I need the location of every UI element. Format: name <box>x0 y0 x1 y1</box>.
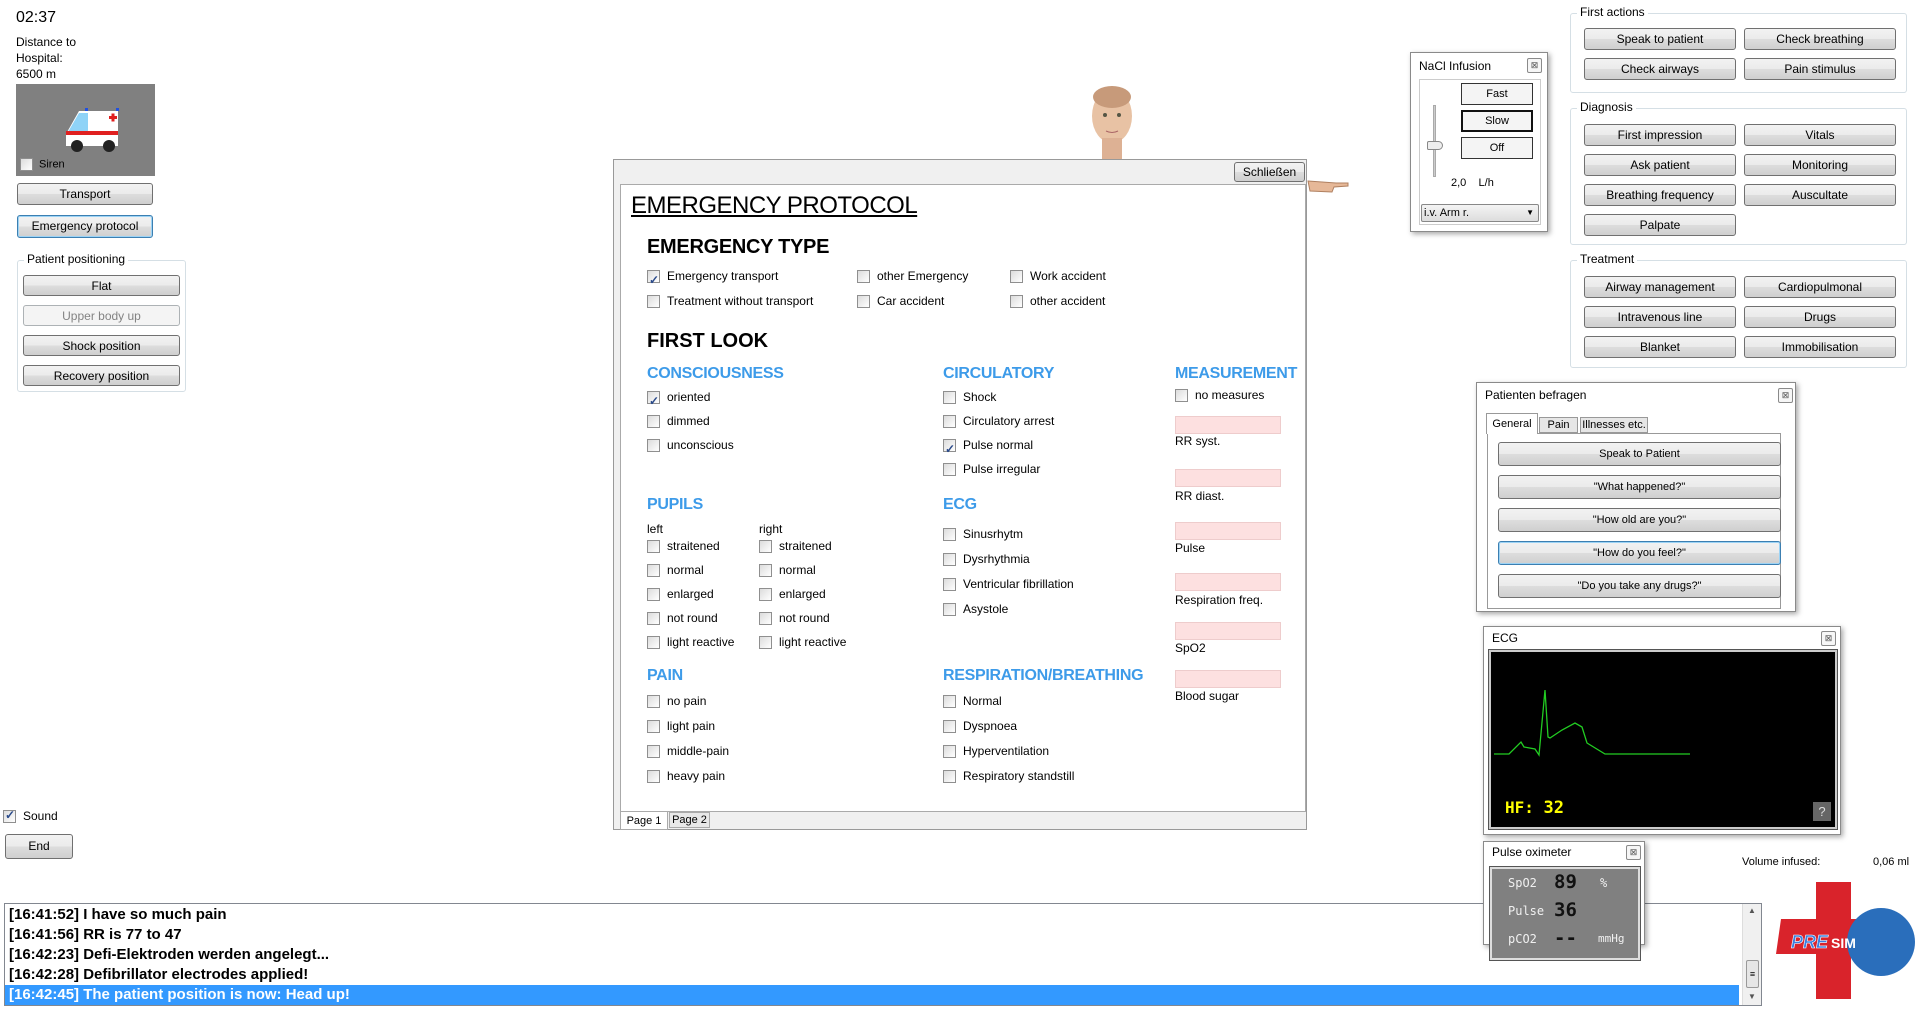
checkbox-box[interactable] <box>943 391 956 404</box>
rr-diast-input[interactable] <box>1175 469 1281 487</box>
checkbox-box[interactable] <box>943 528 956 541</box>
checkbox-box[interactable] <box>647 695 660 708</box>
checkbox-box[interactable] <box>647 270 660 283</box>
pupil-left-label: straitened <box>667 539 720 553</box>
consciousness-checkbox[interactable] <box>647 409 734 433</box>
checkbox-box[interactable] <box>647 439 660 452</box>
slow-button[interactable]: Slow <box>1461 110 1533 132</box>
checkbox-box[interactable] <box>1010 270 1023 283</box>
tab-pain[interactable]: Pain <box>1539 417 1578 433</box>
pain-label: no pain <box>667 694 707 708</box>
pulse-label: Pulse <box>1175 541 1206 555</box>
pain-title: PAIN <box>647 667 683 684</box>
checkbox-box[interactable] <box>647 295 660 308</box>
checkbox-box[interactable] <box>943 553 956 566</box>
end-button[interactable]: End <box>5 834 73 859</box>
checkbox-box[interactable] <box>943 695 956 708</box>
ecg-label: Dysrhythmia <box>963 552 1030 566</box>
recovery-position-button[interactable]: Recovery position <box>23 365 180 386</box>
presim-logo <box>1776 882 1918 999</box>
pupils-right-label: right <box>759 522 783 536</box>
protocol-title: EMERGENCY PROTOCOL <box>631 192 918 219</box>
checkbox-box[interactable] <box>943 463 956 476</box>
hf-label: HF: <box>1505 798 1534 817</box>
checkbox-box[interactable] <box>647 415 660 428</box>
log-entry[interactable]: [16:42:28] Defibrillator electrodes applied! <box>9 966 309 983</box>
how-do-you-feel-button[interactable]: "How do you feel?" <box>1498 541 1781 565</box>
first-look-title: FIRST LOOK <box>647 330 769 352</box>
pupils-left-label: left <box>647 522 664 536</box>
scroll-down-icon[interactable]: ▼ <box>1748 992 1756 1001</box>
airway-management-button[interactable]: Airway management <box>1584 276 1736 298</box>
no-measures-checkbox[interactable] <box>1175 383 1264 407</box>
distance-value: 6500 m <box>16 67 57 81</box>
close-icon[interactable]: ⊠ <box>1821 631 1836 646</box>
siren-label: Siren <box>39 158 65 171</box>
checkbox-box[interactable] <box>647 612 660 625</box>
checkbox-box[interactable] <box>647 540 660 553</box>
checkbox-box[interactable] <box>647 636 660 649</box>
rate-value: 2,0 <box>1451 177 1467 189</box>
distance-label: Distance to <box>16 35 77 49</box>
pupil-right-label: light reactive <box>779 635 847 649</box>
consciousness-label: oriented <box>667 390 711 404</box>
elapsed-time: 02:37 <box>16 9 57 26</box>
drugs-question-button[interactable]: "Do you take any drugs?" <box>1498 574 1781 598</box>
how-old-button[interactable]: "How old are you?" <box>1498 508 1781 532</box>
nacl-infusion-window <box>1410 52 1548 232</box>
transport-button[interactable]: Transport <box>17 183 153 205</box>
close-icon[interactable]: ⊠ <box>1527 58 1542 73</box>
emergency-type-label: Treatment without transport <box>667 294 814 308</box>
emergency-type-checkbox[interactable] <box>857 289 968 314</box>
vitals-button[interactable]: Vitals <box>1744 124 1896 146</box>
tab-general[interactable]: General <box>1486 413 1538 434</box>
oximeter-display <box>1490 867 1640 960</box>
emergency-type-label: Work accident <box>1030 269 1106 283</box>
nacl-title: NaCl Infusion <box>1419 59 1492 73</box>
spo2-value: 89 <box>1554 871 1577 893</box>
spo2-input[interactable] <box>1175 622 1281 640</box>
respiration-freq-label: Respiration freq. <box>1175 593 1264 607</box>
rr-diast-label: RR diast. <box>1175 489 1225 503</box>
palpate-button[interactable]: Palpate <box>1584 214 1736 236</box>
circulatory-title: CIRCULATORY <box>943 365 1055 382</box>
log-scrollbar[interactable] <box>1742 904 1761 1005</box>
spo2-unit: % <box>1600 876 1608 890</box>
rr-syst-label: RR syst. <box>1175 434 1221 448</box>
immobilisation-button[interactable]: Immobilisation <box>1744 336 1896 358</box>
respiration-label: Dyspnoea <box>963 719 1018 733</box>
ask-patient-button[interactable]: Ask patient <box>1584 154 1736 176</box>
consciousness-label: dimmed <box>667 414 710 428</box>
ecg-checkbox[interactable] <box>943 597 1074 622</box>
treatment-group <box>1570 252 1907 368</box>
pupil-right-checkbox[interactable] <box>759 630 846 654</box>
help-button[interactable]: ? <box>1813 802 1831 821</box>
ecg-window-title: ECG <box>1492 631 1519 645</box>
ecg-screen <box>1489 650 1837 829</box>
checkbox-box[interactable] <box>943 745 956 758</box>
pupil-left-checkbox[interactable] <box>647 582 734 606</box>
svg-text:PRE: PRE <box>1791 932 1829 952</box>
pain-checkbox[interactable] <box>647 714 729 739</box>
sound-label: Sound <box>23 809 58 823</box>
pupil-right-checkbox[interactable] <box>759 558 846 582</box>
rr-syst-input[interactable] <box>1175 416 1281 434</box>
circulatory-label: Shock <box>963 390 997 404</box>
close-icon[interactable]: ⊠ <box>1778 388 1793 403</box>
checkbox-box[interactable] <box>759 564 772 577</box>
scroll-up-icon[interactable]: ▲ <box>1748 906 1756 915</box>
emergency-type-label: Car accident <box>877 294 945 308</box>
pupil-left-label: light reactive <box>667 635 735 649</box>
pupil-left-checkbox[interactable] <box>647 630 734 654</box>
pain-label: heavy pain <box>667 769 726 783</box>
pupil-left-checkbox[interactable] <box>647 606 734 630</box>
checkbox-box[interactable] <box>943 770 956 783</box>
ask-patient-window <box>1476 382 1796 612</box>
infusion-site-value: i.v. Arm r. <box>1424 207 1470 219</box>
pain-checkbox[interactable] <box>647 739 729 764</box>
checkbox-box[interactable] <box>943 720 956 733</box>
checkbox-box[interactable] <box>943 415 956 428</box>
respiration-freq-input[interactable] <box>1175 573 1281 591</box>
emergency-type-checkbox[interactable] <box>1010 264 1106 289</box>
heart-rate-readout <box>1505 798 1564 818</box>
emergency-protocol-button[interactable]: Emergency protocol <box>17 215 153 238</box>
distance-label-2: Hospital: <box>16 51 63 65</box>
first-impression-button[interactable]: First impression <box>1584 124 1736 146</box>
rate-unit: L/h <box>1478 177 1494 189</box>
tab-page-1[interactable]: Page 1 <box>620 812 668 830</box>
close-icon[interactable]: ⊠ <box>1626 845 1641 860</box>
drugs-button[interactable]: Drugs <box>1744 306 1896 328</box>
checkbox-box[interactable] <box>759 588 772 601</box>
pulse-input[interactable] <box>1175 522 1281 540</box>
spo2-label: SpO2 <box>1508 876 1537 890</box>
sound-checkbox[interactable] <box>3 809 58 823</box>
checkbox-box[interactable] <box>1010 295 1023 308</box>
blood-sugar-input[interactable] <box>1175 670 1281 688</box>
check-breathing-button[interactable]: Check breathing <box>1744 28 1896 50</box>
checkbox-box[interactable] <box>647 588 660 601</box>
ecg-checkbox[interactable] <box>943 522 1074 547</box>
respiration-label: Normal <box>963 694 1002 708</box>
blood-sugar-label: Blood sugar <box>1175 689 1240 703</box>
tab-page-2[interactable]: Page 2 <box>669 812 710 828</box>
upper-body-up-button[interactable]: Upper body up <box>23 305 180 326</box>
infusion-site-select[interactable] <box>1421 204 1539 222</box>
first-actions-title: First actions <box>1577 5 1648 19</box>
pupil-right-label: not round <box>779 611 830 625</box>
rate-slider-thumb[interactable] <box>1427 141 1443 150</box>
pupil-left-label: not round <box>667 611 718 625</box>
distance-info <box>16 34 76 82</box>
log-entry-selected[interactable]: [16:42:45] The patient position is now: Head up! <box>5 985 1739 1005</box>
ecg-label: Ventricular fibrillation <box>963 577 1074 591</box>
checkbox-box[interactable] <box>647 720 660 733</box>
monitoring-button[interactable]: Monitoring <box>1744 154 1896 176</box>
emergency-protocol-window <box>613 159 1307 830</box>
infusion-rate <box>1451 177 1494 189</box>
checkbox-box[interactable] <box>857 270 870 283</box>
checkbox-box[interactable] <box>759 636 772 649</box>
checkbox-box[interactable] <box>943 439 956 452</box>
oximeter-title: Pulse oximeter <box>1492 845 1572 859</box>
circulatory-label: Pulse irregular <box>963 462 1041 476</box>
circulatory-checkbox[interactable] <box>943 409 1054 433</box>
respiration-label: Hyperventilation <box>963 744 1050 758</box>
log-entry[interactable]: [16:41:52] I have so much pain <box>9 906 227 923</box>
breathing-frequency-button[interactable]: Breathing frequency <box>1584 184 1736 206</box>
circulatory-label: Circulatory arrest <box>963 414 1055 428</box>
ecg-window <box>1483 626 1841 835</box>
checkbox-box[interactable] <box>857 295 870 308</box>
checkbox-box[interactable] <box>759 540 772 553</box>
pain-stimulus-button[interactable]: Pain stimulus <box>1744 58 1896 80</box>
consciousness-title: CONSCIOUSNESS <box>647 365 784 382</box>
ambulance-view <box>16 84 155 176</box>
svg-text:SIM: SIM <box>1831 935 1856 951</box>
pco2-unit: mmHg <box>1598 932 1625 945</box>
tab-illnesses[interactable]: Illnesses etc. <box>1580 417 1648 433</box>
pupil-left-checkbox[interactable] <box>647 534 734 558</box>
ask-patient-title: Patienten befragen <box>1485 388 1587 402</box>
close-protocol-button[interactable]: Schließen <box>1234 162 1305 182</box>
ecg-title: ECG <box>943 496 977 513</box>
checkbox-box[interactable] <box>647 770 660 783</box>
diagnosis-title: Diagnosis <box>1577 100 1636 114</box>
ecg-label: Sinusrhytm <box>963 527 1024 541</box>
checkbox-box[interactable] <box>759 612 772 625</box>
consciousness-label: unconscious <box>667 438 734 452</box>
measurement-title: MEASUREMENT <box>1175 365 1298 382</box>
speak-to-patient-button[interactable]: Speak to Patient <box>1498 442 1781 466</box>
pain-checkbox[interactable] <box>647 764 729 789</box>
spo2-label: SpO2 <box>1175 641 1206 655</box>
volume-infused-label: Volume infused: <box>1742 856 1821 868</box>
circulatory-checkbox[interactable] <box>943 457 1054 481</box>
respiration-checkbox[interactable] <box>943 764 1074 789</box>
hf-value: 32 <box>1543 798 1565 818</box>
pupil-left-label: normal <box>667 563 704 577</box>
pointing-hand-icon <box>1306 175 1350 195</box>
circulatory-checkbox[interactable] <box>943 433 1054 457</box>
pupil-right-checkbox[interactable] <box>759 582 846 606</box>
emergency-type-checkbox[interactable] <box>647 289 813 314</box>
siren-checkbox[interactable] <box>20 158 65 171</box>
circulatory-label: Pulse normal <box>963 438 1034 452</box>
checkbox-box[interactable] <box>647 391 660 404</box>
cardiopulmonal-button[interactable]: Cardiopulmonal <box>1744 276 1896 298</box>
intravenous-line-button[interactable]: Intravenous line <box>1584 306 1736 328</box>
emergency-type-checkbox[interactable] <box>1010 289 1106 314</box>
volume-infused-value: 0,06 ml <box>1873 856 1910 868</box>
consciousness-checkbox[interactable] <box>647 433 734 457</box>
checkbox-box[interactable] <box>647 745 660 758</box>
emergency-type-title: EMERGENCY TYPE <box>647 236 830 258</box>
no-measures-label: no measures <box>1195 388 1265 402</box>
ecg-checkbox[interactable] <box>943 572 1074 597</box>
ecg-label: Asystole <box>963 602 1009 616</box>
check-airways-button[interactable]: Check airways <box>1584 58 1736 80</box>
emergency-type-label: Emergency transport <box>667 269 779 283</box>
respiration-checkbox[interactable] <box>943 714 1074 739</box>
pupils-title: PUPILS <box>647 496 703 513</box>
emergency-type-label: other accident <box>1030 294 1106 308</box>
pupil-left-checkbox[interactable] <box>647 558 734 582</box>
scroll-thumb[interactable]: ≡ <box>1746 960 1759 988</box>
pco2-value: -- <box>1554 927 1577 949</box>
patient-head[interactable] <box>1085 83 1140 159</box>
flat-button[interactable]: Flat <box>23 275 180 296</box>
what-happened-button[interactable]: "What happened?" <box>1498 475 1781 499</box>
treatment-title: Treatment <box>1577 252 1637 266</box>
pulse-value: 36 <box>1554 899 1577 921</box>
pupil-left-label: enlarged <box>667 587 714 601</box>
pain-label: middle-pain <box>667 744 730 758</box>
pupil-right-label: normal <box>779 563 816 577</box>
pulse-oximeter-window <box>1483 841 1645 949</box>
ecg-checkbox[interactable] <box>943 547 1074 572</box>
auscultate-button[interactable]: Auscultate <box>1744 184 1896 206</box>
checkbox-box[interactable] <box>943 578 956 591</box>
pco2-label: pCO2 <box>1508 932 1537 946</box>
pain-label: light pain <box>667 719 716 733</box>
emergency-type-checkbox[interactable] <box>647 264 813 289</box>
fast-button[interactable]: Fast <box>1461 83 1533 105</box>
off-button[interactable]: Off <box>1461 137 1533 159</box>
respiration-checkbox[interactable] <box>943 739 1074 764</box>
respiration-label: Respiratory standstill <box>963 769 1075 783</box>
first-actions-group <box>1570 5 1907 93</box>
pupil-right-label: enlarged <box>779 587 826 601</box>
pupil-right-label: straitened <box>779 539 832 553</box>
diagnosis-group <box>1570 100 1907 245</box>
emergency-type-checkbox[interactable] <box>857 264 968 289</box>
log-entry[interactable]: [16:41:56] RR is 77 to 47 <box>9 926 182 943</box>
emergency-type-label: other Emergency <box>877 269 969 283</box>
checkbox-box[interactable] <box>943 603 956 616</box>
circulatory-checkbox[interactable] <box>943 385 1054 409</box>
consciousness-checkbox[interactable] <box>647 385 734 409</box>
blanket-button[interactable]: Blanket <box>1584 336 1736 358</box>
patient-positioning-group <box>17 252 186 392</box>
pulse-label: Pulse <box>1508 904 1545 918</box>
chevron-down-icon: ▼ <box>1526 208 1534 217</box>
respiration-checkbox[interactable] <box>943 689 1074 714</box>
patient-positioning-title: Patient positioning <box>24 252 128 266</box>
pupil-right-checkbox[interactable] <box>759 606 846 630</box>
log-entry[interactable]: [16:42:23] Defi-Elektroden werden angelegt... <box>9 946 330 963</box>
checkbox-box[interactable] <box>647 564 660 577</box>
pupil-right-checkbox[interactable] <box>759 534 846 558</box>
respiration-title: RESPIRATION/BREATHING <box>943 667 1144 684</box>
pain-checkbox[interactable] <box>647 689 729 714</box>
speak-to-patient-button[interactable]: Speak to patient <box>1584 28 1736 50</box>
shock-position-button[interactable]: Shock position <box>23 335 180 356</box>
